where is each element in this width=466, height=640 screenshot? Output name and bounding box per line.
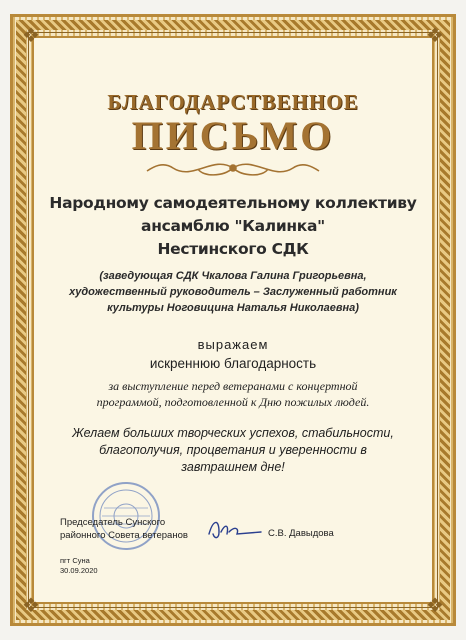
place-date-block [60, 556, 98, 576]
heading-small: БЛАГОДАРСТВЕННОЕ [107, 90, 359, 114]
place-text: пгт Суна [60, 556, 90, 565]
recipient-line: Нестинского СДК [157, 240, 309, 258]
note-block [40, 268, 426, 316]
wish-line: Желаем больших творческих успехов, стабильности, [72, 426, 394, 440]
heading-big: ПИСЬМО [131, 113, 335, 158]
date-text: 30.09.2020 [60, 566, 98, 575]
note-line: художественный руководитель – Заслуженный работник [69, 286, 397, 298]
wish-line: благополучия, процветания и уверенности в [99, 443, 367, 457]
reason-line: программой, подготовленной к Дню пожилых людей. [96, 395, 370, 409]
recipient-line: ансамблю "Калинка" [141, 217, 325, 235]
reason-line: за выступление перед ветеранами с концертной [108, 379, 358, 393]
note-line: культуры Ноговицина Наталья Николаевна) [107, 302, 359, 314]
gratitude-text: искреннюю благодарность [149, 356, 317, 371]
recipient-block [40, 192, 426, 261]
corner-ornament-icon: ❖ [426, 23, 444, 47]
corner-ornament-icon: ❖ [426, 593, 444, 617]
signer-title [60, 516, 200, 542]
express-text: выражаем [197, 337, 269, 352]
recipient-line: Народному самодеятельному коллективу [49, 194, 417, 212]
note-line: (заведующая СДК Чкалова Галина Григорьевна, [99, 270, 367, 282]
corner-ornament-icon: ❖ [22, 23, 40, 47]
signature-icon [205, 512, 265, 546]
wish-block [40, 425, 426, 476]
signer-name: С.В. Давыдова [268, 528, 334, 539]
signer-line: Председатель Сунского [60, 517, 166, 528]
corner-ornament-icon: ❖ [22, 593, 40, 617]
wish-line: завтрашнем дне! [181, 460, 285, 474]
signer-line: районного Совета ветеранов [60, 530, 188, 541]
reason-block [40, 378, 426, 410]
flourish-icon [143, 153, 323, 183]
